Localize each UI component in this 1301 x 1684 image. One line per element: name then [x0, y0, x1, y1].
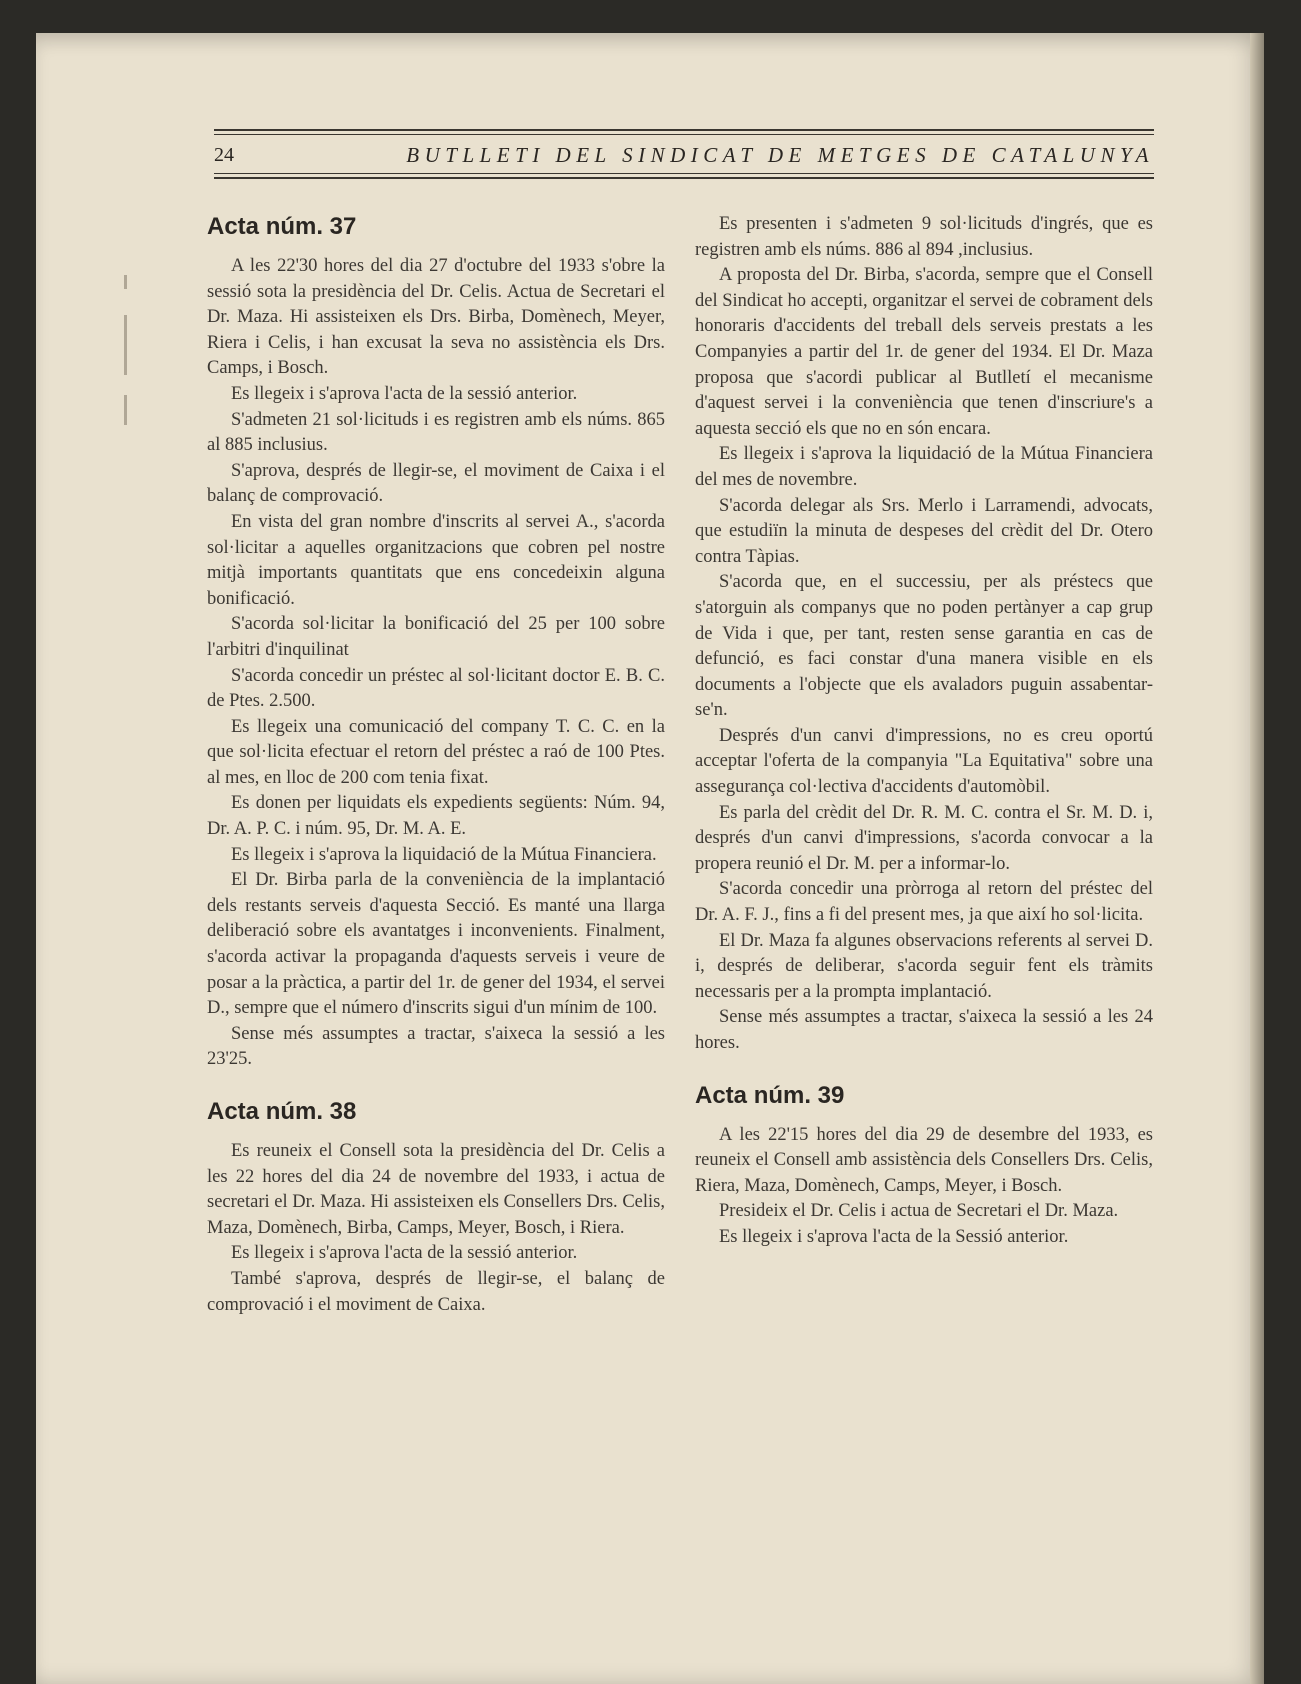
acta-37-paragraph: S'acorda concedir un préstec al sol·licitant doctor E. B. C. de Ptes. 2.500. — [207, 665, 665, 712]
margin-pencil-marks — [118, 275, 136, 455]
acta-38-continued-paragraph: Es parla del crèdit del Dr. R. M. C. contra el Sr. M. D. i, després d'un canvi d'impressions, s'acorda convocar a la propera reunió el Dr. M. per a informar-lo. — [695, 802, 1153, 874]
acta-38-title: Acta núm. 38 — [207, 1098, 357, 1125]
acta-37-paragraph: A les 22'30 hores del dia 27 d'octubre del 1933 s'obre la sessió sota la presidència del Dr. Celis. Actua de Secretari el Dr. Maza. Hi assisteixen els Drs. Birba, Domènech, Meyer, Riera i Celis, i han excusat la seva no assistència els Drs. Camps, i Bosch. — [207, 256, 665, 379]
acta-38-continued-paragraph: S'acorda delegar als Srs. Merlo i Larramendi, advocats, que estudiïn la minuta de despeses del crèdit del Dr. Otero contra Tàpias. — [695, 495, 1153, 567]
acta-38-continued-paragraph: Es presenten i s'admeten 9 sol·licituds d'ingrés, que es registren amb els núms. 886 al 894 ,inclusius. — [695, 214, 1153, 260]
acta-38-continued-paragraph: Es llegeix i s'aprova la liquidació de la Mútua Financiera del mes de novembre. — [695, 444, 1153, 490]
header-rule-top-thin — [214, 134, 1154, 135]
acta-38-continued-paragraph: El Dr. Maza fa algunes observacions referents al servei D. i, després de deliberar, s'acorda seguir fent els tràmits necessaris per a la prompta implantació. — [695, 930, 1153, 1002]
acta-39-paragraph: Es llegeix i s'aprova l'acta de la Sessió anterior. — [719, 1226, 1069, 1247]
acta-37-title: Acta núm. 37 — [207, 213, 357, 240]
acta-39-paragraph: A les 22'15 hores del dia 29 de desembre del 1933, es reuneix el Consell amb assistència dels Consellers Drs. Celis, Riera, Maza, Domènech, Camps, Meyer, i Bosch. — [695, 1124, 1153, 1196]
acta-37-paragraph: En vista del gran nombre d'inscrits al servei A., s'acorda sol·licitar a aquelles organitzacions que cobren pel nostre mitjà importants quantitats que ens concedeixin alguna bonificació. — [207, 511, 665, 609]
acta-38-continued-paragraph: S'acorda que, en el successiu, per als préstecs que s'atorguin als companys que no poden pertànyer a cap grup de Vida i que, per tant, resten sense garantia en cas de defunció, es faci constar d'una manera visible en els documents a l'objecte que els avaladors puguin assabentar-se'n. — [695, 572, 1153, 721]
header-rule-top — [214, 129, 1154, 131]
acta-38-continued-paragraph: S'acorda concedir una pròrroga al retorn del préstec del Dr. A. F. J., fins a fi del present mes, ja que així ho sol·licita. — [695, 879, 1153, 926]
acta-37-paragraph: S'aprova, després de llegir-se, el moviment de Caixa i el balanç de comprovació. — [207, 460, 665, 507]
acta-38-continued-paragraph: Després d'un canvi d'impressions, no es creu oportú acceptar l'oferta de la companyia "La Equitativa" sobre una assegurança col·lectiva d'accidents d'automòbil. — [695, 725, 1153, 798]
left-column — [207, 212, 665, 1318]
page-number: 24 — [214, 143, 234, 166]
header-row — [214, 142, 1154, 168]
acta-39-title: Acta núm. 39 — [695, 1081, 845, 1109]
acta-39-paragraph: Presideix el Dr. Celis i actua de Secretari el Dr. Maza. — [719, 1201, 1119, 1222]
acta-37-paragraph: S'admeten 21 sol·licituds i es registren amb els núms. 865 al 885 inclusius. — [207, 409, 665, 456]
acta-37-paragraph: El Dr. Birba parla de la conveniència de la implantació dels restants serveis d'aquesta Secció. Es manté una llarga deliberació sobre els avantatges i inconvenients. Finalment, s'acorda activar la propaganda d'aquests serveis i veure de posar a la pràctica, a partir del 1r. de gener del 1934, el servei D., sempre que el número d'inscrits sigui d'un mínim de 100. — [207, 870, 665, 1019]
acta-37-paragraph: Es llegeix i s'aprova la liquidació de la Mútua Financiera. — [231, 844, 657, 865]
acta-37-paragraph: S'acorda sol·licitar la bonificació del 25 per 100 sobre l'arbitri d'inquilinat — [207, 614, 665, 660]
running-title: BUTLLETI DEL SINDICAT DE METGES DE CATALUNYA — [406, 142, 1154, 167]
header-rule-bottom-thin — [214, 173, 1154, 174]
running-header — [214, 129, 1154, 179]
acta-37-paragraph: Sense més assumptes a tractar, s'aixeca la sessió a les 23'25. — [207, 1023, 665, 1070]
acta-38-continued-paragraph: Sense més assumptes a tractar, s'aixeca la sessió a les 24 hores. — [695, 1007, 1153, 1053]
acta-38-continued-paragraph: A proposta del Dr. Birba, s'acorda, sempre que el Consell del Sindicat ho accepti, organitzar el servei de cobrament dels honoraris d'accidents del treball dels serveis prestats a les Companyies a partir del 1r. de gener del 1934. El Dr. Maza proposa que s'acordi publicar al Butlletí el mecanisme d'aquest servei i la conveniència que tenen d'inscriure's a aquesta secció els que no en són encara. — [695, 265, 1153, 439]
acta-37-paragraph: Es llegeix una comunicació del company T. C. C. en la que sol·licita efectuar el retorn del préstec a raó de 100 Ptes. al mes, en lloc de 200 com tenia fixat. — [207, 716, 665, 788]
acta-38-paragraph: Es llegeix i s'aprova l'acta de la sessió anterior. — [231, 1243, 578, 1264]
acta-38-paragraph: Es reuneix el Consell sota la presidència del Dr. Celis a les 22 hores del dia 24 de novembre del 1933, i actua de secretari el Dr. Maza. Hi assisteixen els Consellers Drs. Celis, Maza, Domènech, Birba, Camps, Meyer, Bosch, i Riera. — [207, 1141, 665, 1238]
right-column — [695, 212, 1153, 1251]
acta-37-paragraph: Es llegeix i s'aprova l'acta de la sessió anterior. — [231, 383, 578, 404]
page-spine-shadow — [1250, 33, 1264, 1684]
acta-37-paragraph: Es donen per liquidats els expedients següents: Núm. 94, Dr. A. P. C. i núm. 95, Dr. M. A. E. — [207, 793, 665, 840]
acta-38-paragraph: També s'aprova, després de llegir-se, el balanç de comprovació i el moviment de Caixa. — [207, 1268, 665, 1315]
header-rule-bottom — [214, 177, 1154, 179]
